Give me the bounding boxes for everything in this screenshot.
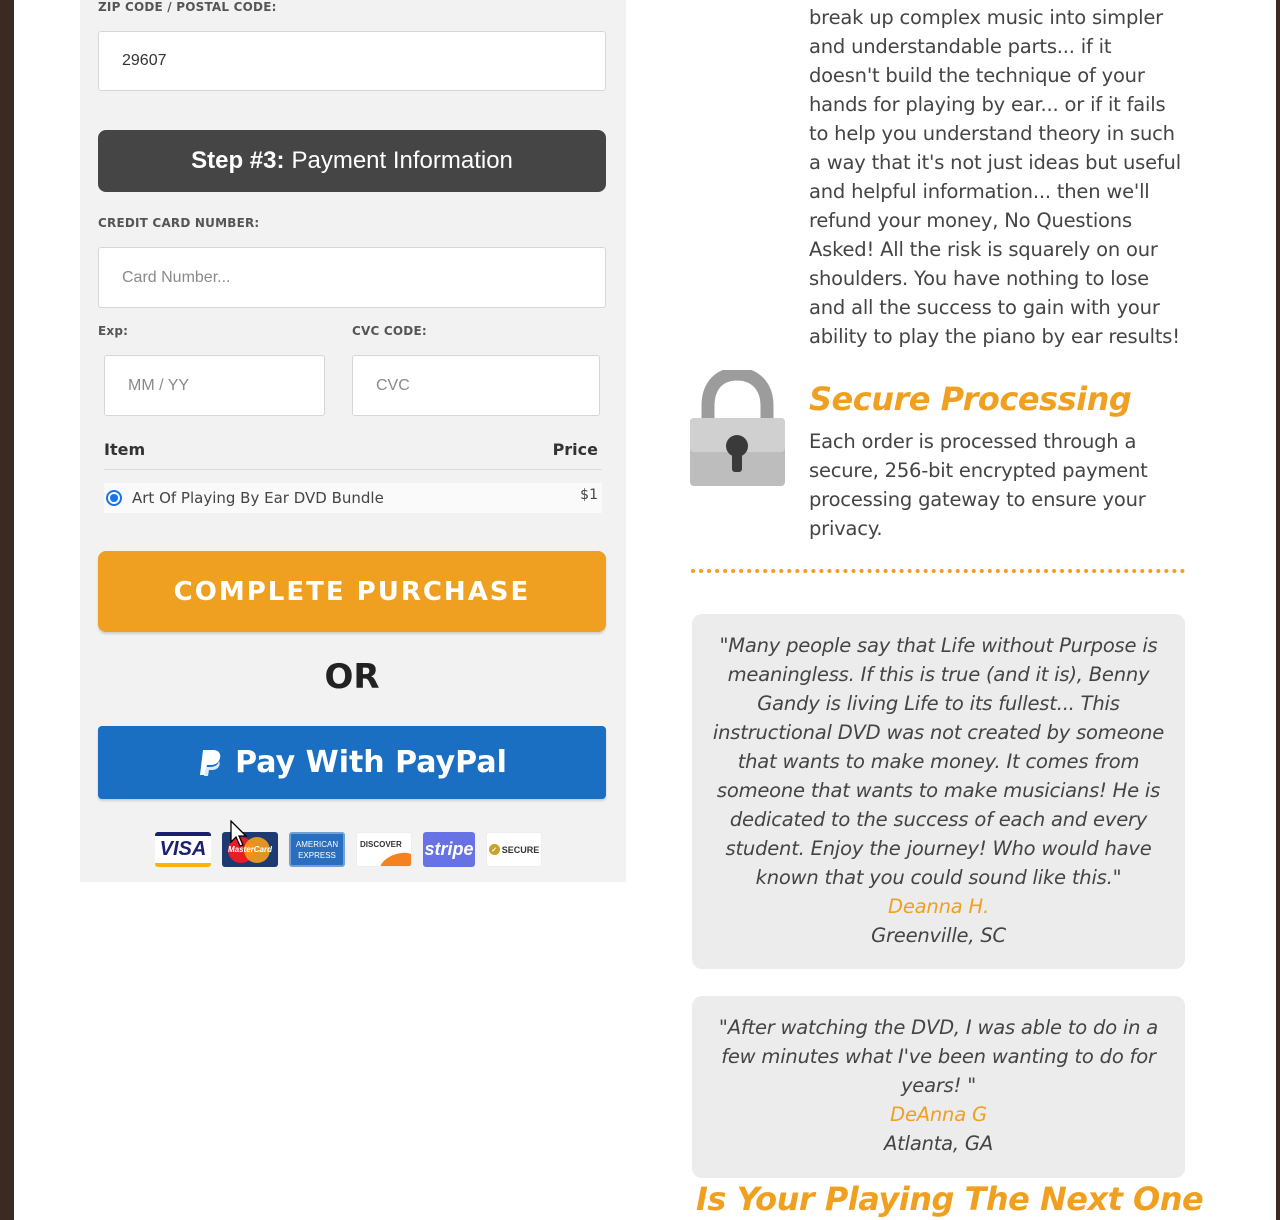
secure-processing-title: Secure Processing xyxy=(809,380,1132,418)
item-column-header: Item xyxy=(104,440,146,459)
complete-purchase-button[interactable]: COMPLETE PURCHASE xyxy=(98,551,606,632)
secure-badge: ✓ SECURE xyxy=(486,832,542,867)
exp-label: Exp: xyxy=(98,324,129,338)
zip-input[interactable] xyxy=(98,31,606,91)
payment-logos xyxy=(155,832,542,867)
mouse-cursor-icon xyxy=(230,820,248,848)
visa-logo: VISA xyxy=(155,832,211,867)
testimonial-author: Deanna H. xyxy=(888,895,989,918)
lock-icon: ✓ xyxy=(489,844,500,855)
testimonial-card xyxy=(692,614,1185,969)
section-divider xyxy=(691,569,1185,573)
cvc-input[interactable] xyxy=(352,355,600,416)
card-number-label: CREDIT CARD NUMBER: xyxy=(98,216,260,230)
table-row[interactable] xyxy=(104,483,602,513)
testimonial-location: Greenville, SC xyxy=(871,924,1006,947)
testimonial-quote: "After watching the DVD, I was able to do in a few minutes what I've been wanting to do for years! " xyxy=(718,1016,1159,1097)
amex-logo: AMERICAN EXPRESS xyxy=(289,832,345,867)
product-name: Art Of Playing By Ear DVD Bundle xyxy=(132,489,384,507)
paypal-button-label: Pay With PayPal xyxy=(235,745,507,780)
guarantee-text: break up complex music into simpler and understandable parts... if it doesn't build the technique of your hands for playing by ear... or if it fails to help you understand theory in such a way that it's not just ideas but useful and helpful information... then we'll refund your money, No Questions Asked! All the risk is squarely on our shoulders. You have nothing to lose and all the success to gain with your ability to play the piano by ear results! xyxy=(809,6,1181,348)
paypal-icon xyxy=(197,748,223,778)
testimonial-author: DeAnna G xyxy=(890,1103,987,1126)
product-radio[interactable] xyxy=(106,490,122,506)
cvc-label: CVC CODE: xyxy=(352,324,427,338)
paypal-button[interactable] xyxy=(98,726,606,799)
price-column-header: Price xyxy=(552,440,598,459)
padlock-icon xyxy=(690,370,785,486)
page xyxy=(14,0,1276,1220)
section-headline: Is Your Playing The Next One xyxy=(696,1180,1204,1218)
or-divider: OR xyxy=(324,657,380,697)
secure-processing-text: Each order is processed through a secure, 256-bit encrypted payment processing gateway to ensure your privacy. xyxy=(809,430,1148,540)
stripe-logo: stripe xyxy=(423,832,475,867)
card-number-input[interactable] xyxy=(98,247,606,308)
step-title: Payment Information xyxy=(291,147,513,174)
testimonial-location: Atlanta, GA xyxy=(884,1132,993,1155)
exp-input[interactable] xyxy=(104,355,325,416)
step-3-header xyxy=(98,130,606,192)
mastercard-logo: MasterCard xyxy=(222,832,278,867)
product-price: $1 xyxy=(580,487,598,503)
zip-label: ZIP CODE / POSTAL CODE: xyxy=(98,0,277,14)
items-table-header xyxy=(104,440,602,470)
testimonial-quote: "Many people say that Life without Purpose is meaningless. If this is true (and it is), Benny Gandy is living Life to its fullest... This instructional DVD was not created by someone that wants to make money. It comes from someone that wants to make musicians! He is dedicated to the success of each and every student. Enjoy the journey! Who would have known that you could sound like this." xyxy=(712,634,1165,889)
step-number: Step #3: xyxy=(191,147,285,174)
discover-logo: DISCOVER xyxy=(356,832,412,867)
order-form-panel xyxy=(80,0,626,882)
testimonial-card xyxy=(692,996,1185,1178)
